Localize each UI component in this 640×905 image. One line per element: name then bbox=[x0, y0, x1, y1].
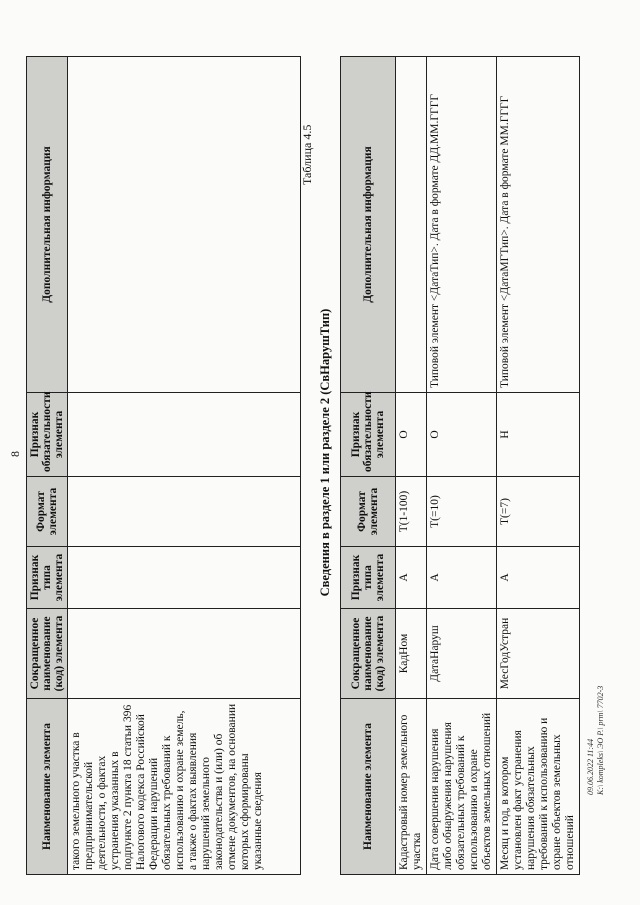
table-caption: Сведения в разделе 1 или разделе 2 (СвНарушТип) bbox=[318, 308, 332, 597]
header-format: Формат элемента bbox=[341, 477, 396, 547]
cell-name: Кадастровый номер земельного участка bbox=[396, 699, 427, 875]
file-stamp bbox=[586, 686, 606, 795]
cell-required: О bbox=[427, 393, 497, 477]
table-header-row bbox=[341, 57, 396, 875]
table-row bbox=[427, 57, 497, 875]
cell-format: T(=10) bbox=[427, 477, 497, 547]
cell-code bbox=[68, 609, 301, 699]
cell-name: Месяц и год, в котором установлен факт устранения нарушения обязательных требований к использованию и охране объектов земельных отношений bbox=[497, 699, 580, 875]
header-code: Сокращенное наименование (код) элемента bbox=[27, 609, 68, 699]
table-header-row bbox=[27, 57, 68, 875]
cell-name: такого земельного участка в предпринимательской деятельности, о фактах устранения указанных в подпункте 2 пункта 18 статьи 396 Налогового кодекса Российской Федерации нарушений обязательных требований к использованию и охране земель, а также о фактах выявления нарушений земельного законодательства и (или) об отмене документов, на основании которых сформированы указанные сведения bbox=[68, 699, 301, 875]
cell-required bbox=[68, 393, 301, 477]
stamp-path: K:\ kompleks\ ЭО Р.\ prm\ 7702-3 bbox=[596, 685, 605, 795]
cell-info: Типовой элемент <ДатаТип>. Дата в формате ДД.ММ.ГГГГ bbox=[427, 57, 497, 393]
table-continued bbox=[26, 56, 301, 875]
table-row bbox=[68, 57, 301, 875]
cell-code: МесГодУстран bbox=[497, 609, 580, 699]
cell-format bbox=[68, 477, 301, 547]
table-row bbox=[396, 57, 427, 875]
table-number: Таблица 4.5 bbox=[300, 124, 314, 185]
cell-info bbox=[68, 57, 301, 393]
header-required: Признак обязательности элемента bbox=[341, 393, 396, 477]
header-info: Дополнительная информация bbox=[27, 57, 68, 393]
cell-info: Типовой элемент <ДатаМГТип>. Дата в формате ММ.ГГГГ bbox=[497, 57, 580, 393]
cell-name: Дата совершения нарушения либо обнаружения нарушения обязательных требований к использованию и охране объектов земельных отношений bbox=[427, 699, 497, 875]
cell-type: А bbox=[427, 547, 497, 609]
cell-format: T(=7) bbox=[497, 477, 580, 547]
cell-info bbox=[396, 57, 427, 393]
cell-required: О bbox=[396, 393, 427, 477]
header-format: Формат элемента bbox=[27, 477, 68, 547]
cell-type bbox=[68, 547, 301, 609]
header-name: Наименование элемента bbox=[341, 699, 396, 875]
header-required: Признак обязательности элемента bbox=[27, 393, 68, 477]
header-code: Сокращенное наименование (код) элемента bbox=[341, 609, 396, 699]
header-info: Дополнительная информация bbox=[341, 57, 396, 393]
header-type: Признак типа элемента bbox=[341, 547, 396, 609]
cell-code: КадНом bbox=[396, 609, 427, 699]
table-row bbox=[497, 57, 580, 875]
cell-code: ДатаНаруш bbox=[427, 609, 497, 699]
stamp-date: 09.06.2022 11:44 bbox=[586, 738, 595, 795]
cell-required: Н bbox=[497, 393, 580, 477]
cell-format: T(1-100) bbox=[396, 477, 427, 547]
page-number: 8 bbox=[8, 451, 22, 457]
table-4-5 bbox=[340, 56, 580, 875]
header-name: Наименование элемента bbox=[27, 699, 68, 875]
cell-type: А bbox=[396, 547, 427, 609]
cell-type: А bbox=[497, 547, 580, 609]
header-type: Признак типа элемента bbox=[27, 547, 68, 609]
